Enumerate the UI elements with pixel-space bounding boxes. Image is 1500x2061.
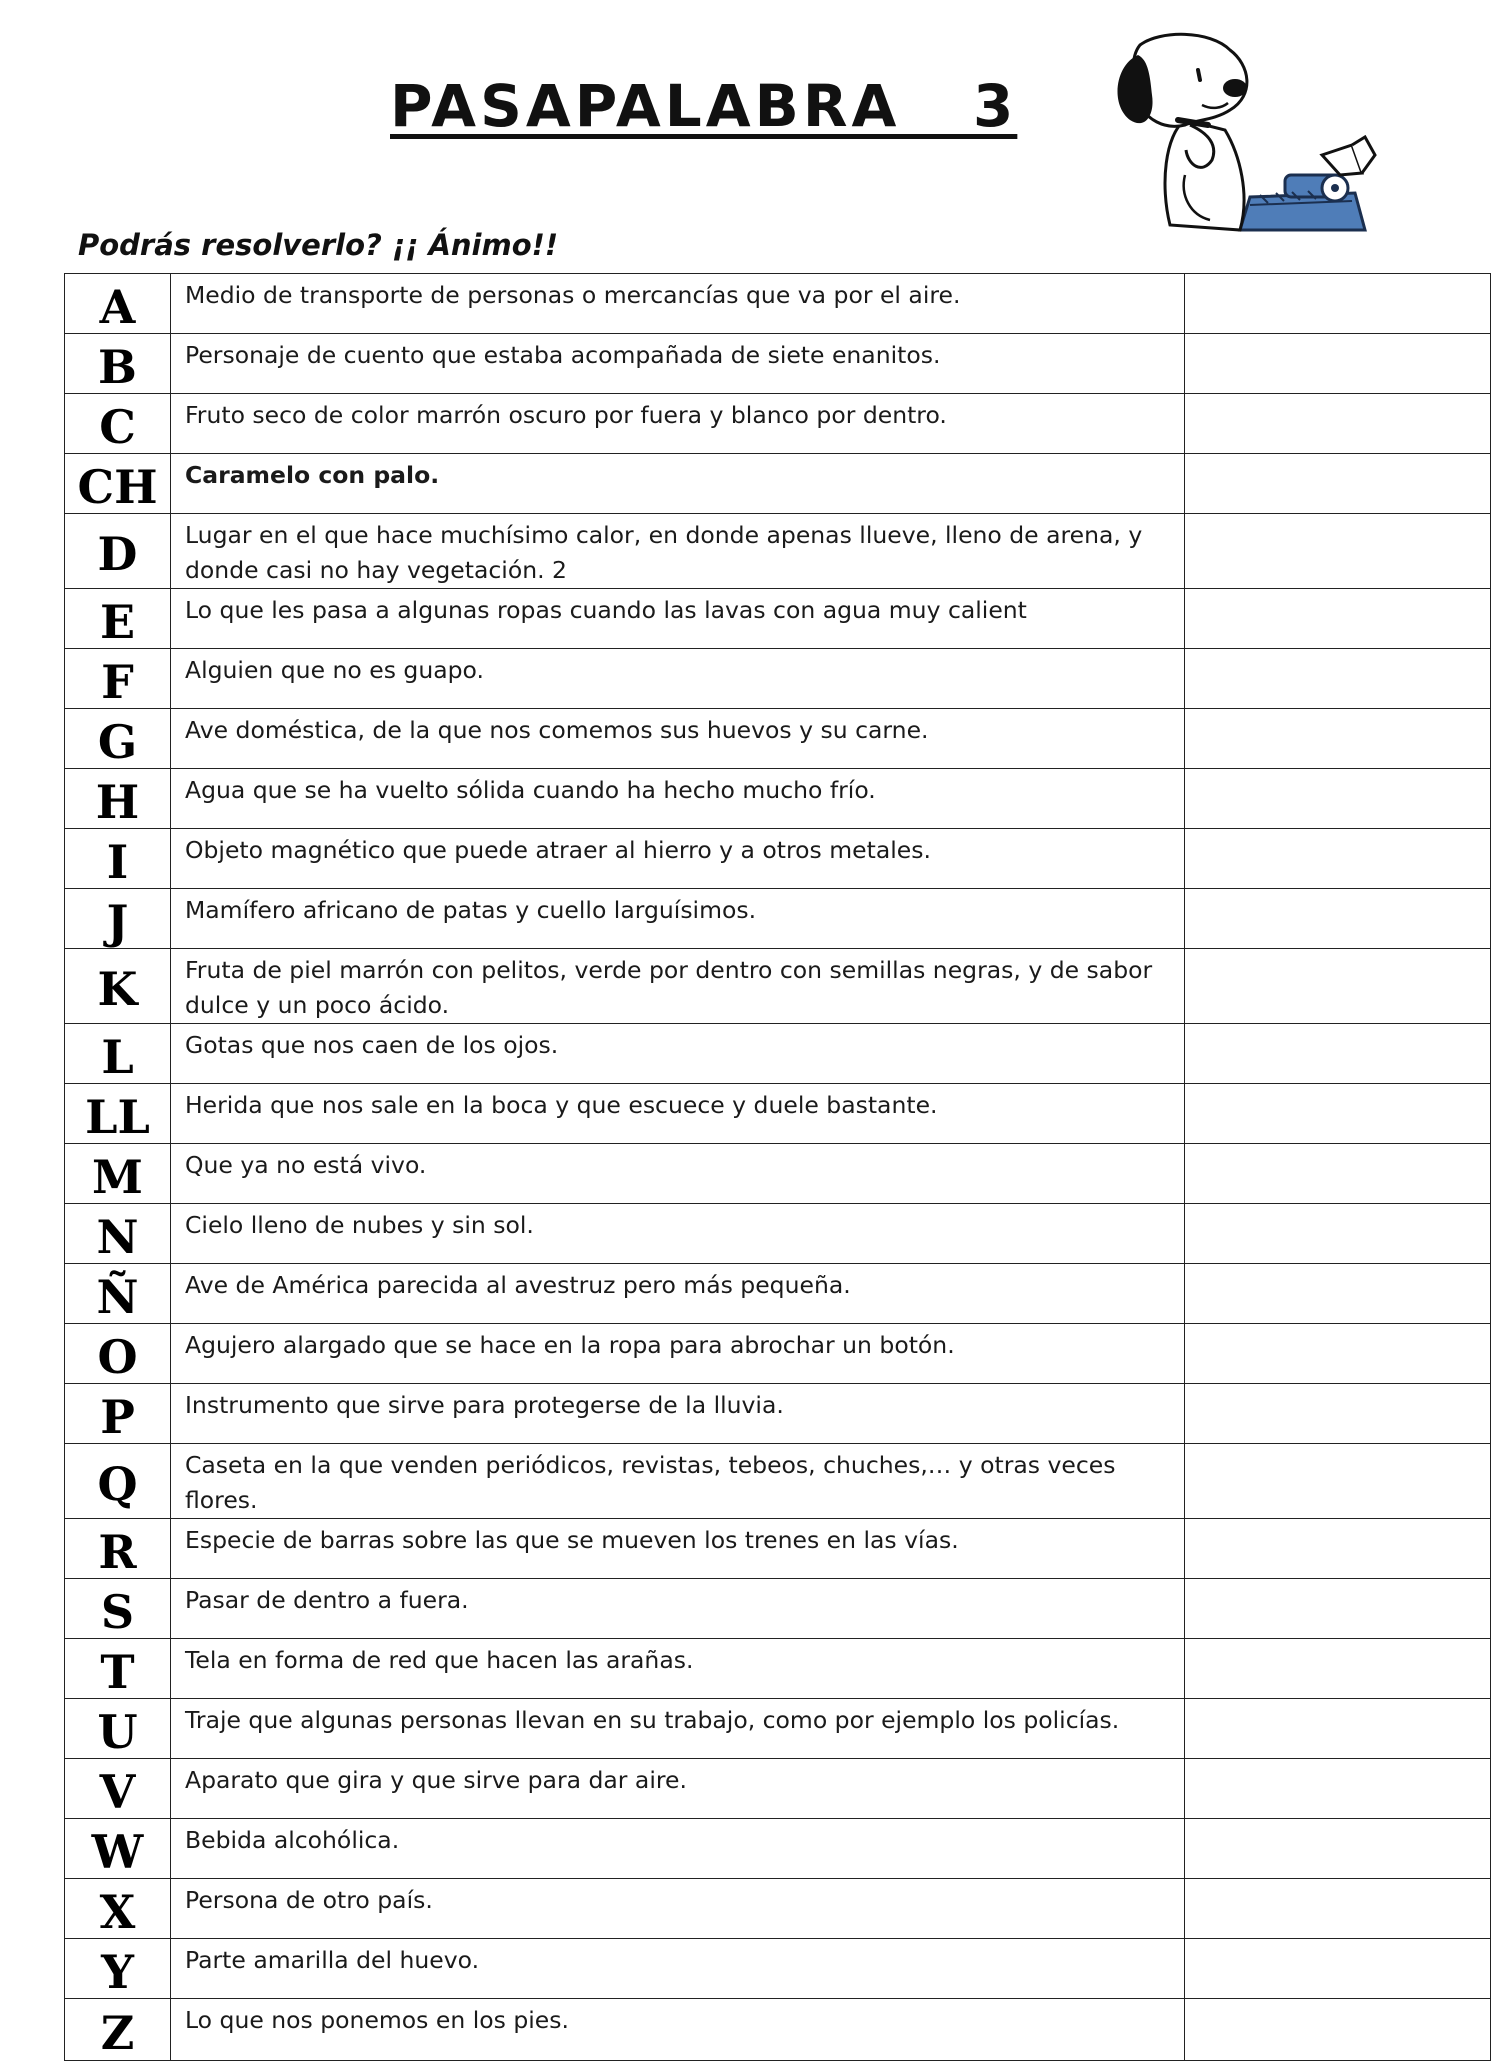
letter-cell: V — [65, 1759, 171, 1819]
letter-cell: N — [65, 1204, 171, 1264]
answer-cell[interactable] — [1185, 1384, 1491, 1444]
clue-cell: Parte amarilla del huevo. — [171, 1939, 1185, 1999]
clue-cell: Bebida alcohólica. — [171, 1819, 1185, 1879]
table-row — [65, 1024, 1491, 1084]
clue-cell: Ave de América parecida al avestruz pero más pequeña. — [171, 1264, 1185, 1324]
table-row — [65, 1264, 1491, 1324]
table-row — [65, 769, 1491, 829]
letter-cell: M — [65, 1144, 171, 1204]
answer-cell[interactable] — [1185, 949, 1491, 1024]
clue-cell: Medio de transporte de personas o mercancías que va por el aire. — [171, 274, 1185, 334]
subtitle: Podrás resolverlo? ¡¡ Ánimo!! — [78, 228, 559, 262]
answer-cell[interactable] — [1185, 1939, 1491, 1999]
letter-cell: G — [65, 709, 171, 769]
clue-cell: Lo que les pasa a algunas ropas cuando las lavas con agua muy calient — [171, 589, 1185, 649]
answer-cell[interactable] — [1185, 1699, 1491, 1759]
clue-cell: Lugar en el que hace muchísimo calor, en donde apenas llueve, lleno de arena, y donde casi no hay vegetación. 2 — [171, 514, 1185, 589]
table-row — [65, 394, 1491, 454]
clue-cell: Instrumento que sirve para protegerse de la lluvia. — [171, 1384, 1185, 1444]
table-row — [65, 1204, 1491, 1264]
letter-cell: E — [65, 589, 171, 649]
answer-cell[interactable] — [1185, 769, 1491, 829]
clue-cell: Cielo lleno de nubes y sin sol. — [171, 1204, 1185, 1264]
letter-cell: CH — [65, 454, 171, 514]
table-row — [65, 1939, 1491, 1999]
clue-cell: Que ya no está vivo. — [171, 1144, 1185, 1204]
table-row — [65, 1879, 1491, 1939]
clue-cell: Caramelo con palo. — [171, 454, 1185, 514]
letter-cell: O — [65, 1324, 171, 1384]
answer-cell[interactable] — [1185, 394, 1491, 454]
clue-cell: Agujero alargado que se hace en la ropa para abrochar un botón. — [171, 1324, 1185, 1384]
letter-cell: K — [65, 949, 171, 1024]
letter-cell: C — [65, 394, 171, 454]
clue-cell: Personaje de cuento que estaba acompañada de siete enanitos. — [171, 334, 1185, 394]
answer-cell[interactable] — [1185, 1084, 1491, 1144]
answer-cell[interactable] — [1185, 1999, 1491, 2061]
letter-cell: Q — [65, 1444, 171, 1519]
letter-cell: T — [65, 1639, 171, 1699]
letter-cell: Z — [65, 1999, 171, 2061]
answer-cell[interactable] — [1185, 514, 1491, 589]
table-row — [65, 454, 1491, 514]
table-row — [65, 274, 1491, 334]
answer-cell[interactable] — [1185, 1579, 1491, 1639]
table-row — [65, 1819, 1491, 1879]
answer-cell[interactable] — [1185, 1759, 1491, 1819]
snoopy-typewriter-illustration — [1090, 25, 1395, 265]
quiz-table — [64, 273, 1491, 2061]
answer-cell[interactable] — [1185, 1264, 1491, 1324]
answer-cell[interactable] — [1185, 1444, 1491, 1519]
answer-cell[interactable] — [1185, 829, 1491, 889]
table-row — [65, 334, 1491, 394]
clue-cell: Especie de barras sobre las que se mueven los trenes en las vías. — [171, 1519, 1185, 1579]
letter-cell: H — [65, 769, 171, 829]
clue-cell: Agua que se ha vuelto sólida cuando ha hecho mucho frío. — [171, 769, 1185, 829]
table-row — [65, 1999, 1491, 2061]
clue-cell: Ave doméstica, de la que nos comemos sus huevos y su carne. — [171, 709, 1185, 769]
clue-cell: Pasar de dentro a fuera. — [171, 1579, 1185, 1639]
table-row — [65, 949, 1491, 1024]
table-row — [65, 1699, 1491, 1759]
clue-cell: Mamífero africano de patas y cuello larguísimos. — [171, 889, 1185, 949]
answer-cell[interactable] — [1185, 1639, 1491, 1699]
table-row — [65, 1324, 1491, 1384]
answer-cell[interactable] — [1185, 454, 1491, 514]
letter-cell: B — [65, 334, 171, 394]
clue-cell: Gotas que nos caen de los ojos. — [171, 1024, 1185, 1084]
answer-cell[interactable] — [1185, 334, 1491, 394]
letter-cell: P — [65, 1384, 171, 1444]
answer-cell[interactable] — [1185, 1819, 1491, 1879]
table-row — [65, 1519, 1491, 1579]
snoopy-icon — [1118, 34, 1247, 230]
clue-cell: Objeto magnético que puede atraer al hierro y a otros metales. — [171, 829, 1185, 889]
answer-cell[interactable] — [1185, 889, 1491, 949]
table-row — [65, 1579, 1491, 1639]
letter-cell: Ñ — [65, 1264, 171, 1324]
answer-cell[interactable] — [1185, 589, 1491, 649]
table-row — [65, 829, 1491, 889]
clue-cell: Alguien que no es guapo. — [171, 649, 1185, 709]
letter-cell: S — [65, 1579, 171, 1639]
letter-cell: W — [65, 1819, 171, 1879]
letter-cell: J — [65, 889, 171, 949]
clue-cell: Fruto seco de color marrón oscuro por fuera y blanco por dentro. — [171, 394, 1185, 454]
clue-cell: Aparato que gira y que sirve para dar aire. — [171, 1759, 1185, 1819]
letter-cell: L — [65, 1024, 171, 1084]
clue-cell: Herida que nos sale en la boca y que escuece y duele bastante. — [171, 1084, 1185, 1144]
clue-cell: Caseta en la que venden periódicos, revistas, tebeos, chuches,… y otras veces flores. — [171, 1444, 1185, 1519]
table-row — [65, 889, 1491, 949]
answer-cell[interactable] — [1185, 1324, 1491, 1384]
table-row — [65, 1144, 1491, 1204]
letter-cell: F — [65, 649, 171, 709]
table-row — [65, 1639, 1491, 1699]
letter-cell: Y — [65, 1939, 171, 1999]
letter-cell: D — [65, 514, 171, 589]
clue-cell: Lo que nos ponemos en los pies. — [171, 1999, 1185, 2061]
answer-cell[interactable] — [1185, 274, 1491, 334]
table-row — [65, 709, 1491, 769]
table-row — [65, 589, 1491, 649]
answer-cell[interactable] — [1185, 709, 1491, 769]
letter-cell: R — [65, 1519, 171, 1579]
answer-cell[interactable] — [1185, 1024, 1491, 1084]
table-row — [65, 649, 1491, 709]
table-row — [65, 514, 1491, 589]
answer-cell[interactable] — [1185, 649, 1491, 709]
clue-cell: Fruta de piel marrón con pelitos, verde por dentro con semillas negras, y de sabor dulce y un poco ácido. — [171, 949, 1185, 1024]
letter-cell: U — [65, 1699, 171, 1759]
table-row — [65, 1084, 1491, 1144]
quiz-table-body — [65, 274, 1491, 2061]
clue-cell: Traje que algunas personas llevan en su trabajo, como por ejemplo los policías. — [171, 1699, 1185, 1759]
clue-cell: Tela en forma de red que hacen las arañas. — [171, 1639, 1185, 1699]
table-row — [65, 1759, 1491, 1819]
page-title: PASAPALABRA 3 — [390, 72, 1018, 140]
table-row — [65, 1384, 1491, 1444]
letter-cell: X — [65, 1879, 171, 1939]
answer-cell[interactable] — [1185, 1519, 1491, 1579]
answer-cell[interactable] — [1185, 1879, 1491, 1939]
letter-cell: LL — [65, 1084, 171, 1144]
answer-cell[interactable] — [1185, 1204, 1491, 1264]
clue-cell: Persona de otro país. — [171, 1879, 1185, 1939]
answer-cell[interactable] — [1185, 1144, 1491, 1204]
typewriter-icon — [1240, 137, 1375, 230]
letter-cell: I — [65, 829, 171, 889]
letter-cell: A — [65, 274, 171, 334]
table-row — [65, 1444, 1491, 1519]
